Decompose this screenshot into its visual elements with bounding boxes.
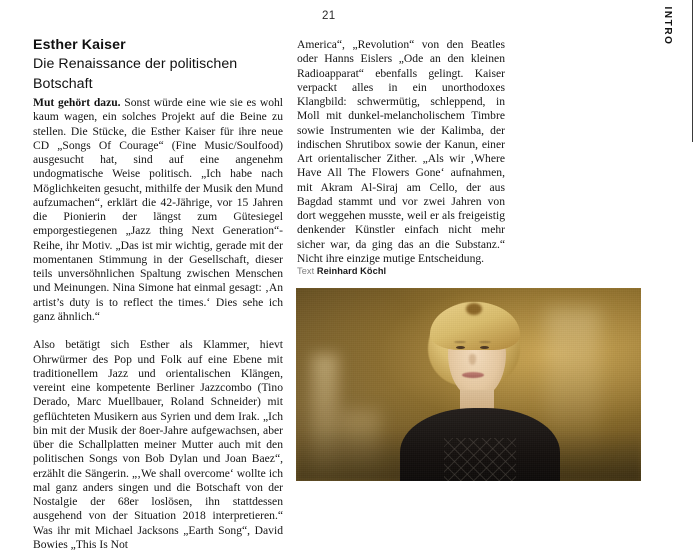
paragraph-lead-in: Mut gehört dazu.	[33, 96, 121, 109]
article-photo	[296, 288, 641, 481]
paragraph	[297, 38, 505, 266]
section-tab-label: INTRO	[662, 6, 673, 46]
byline	[297, 265, 386, 277]
section-tab	[662, 6, 681, 112]
paragraph-text: Also betätigt sich Esther als Klammer, hievt Ohrwürmer des Pop und Folk auf eine Ebene mit traditionellem Jazz und orientalischen Klängen, vereint eine kompetente Berliner Jazzcombo (Tino Derado, Marc Muellbauer, Roland Schneider) mit geflüchteten Musikern aus Syrien und dem Irak. „Ich bin mit der Musik der 8oer-Jahre aufgewachsen, aber über die Schallplatten meiner Mutter auch mit den politischen Songs von Bob Dylan und Joan Baez“, erzählt die Sängerin. „‚We shall overcome‘ wollte ich mal ganz anders singen und die Botschaft von der Nostalgie der 68er loslösen, ihn stattdessen ausgehend von der Situation 2018 interpretieren.“ Was ihr mit Michael Jacksons „Earth Song“, David Bowies „This Is Not	[33, 338, 283, 551]
body-column-right	[297, 38, 505, 266]
paragraph-text: Sonst würde eine wie sie es wohl kaum wagen, ein solches Projekt auf die Beine zu stellen. Die Stücke, die Esther Kaiser für ihre neue CD „Songs Of Courage“ (Fine Music/Soulfood) ausgesucht hat, sind auf eine angenehm undogmatische Weise politisch. „Ich habe nach Möglichkeiten gesucht, mithilfe der Musik den Mund aufzumachen“, erklärt die 42-Jährige, vor 15 Jahren die Pionierin der längst zum Gütesiegel emporgestiegenen „Jazz thing Next Generation“-Reihe, ihr Motiv. „Das ist mir wichtig, gerade mit der momentanen Stimmung in der Gesellschaft, dieser teils unversöhnlichen Spaltung zwischen Menschen und Meinungen. Nina Simone hat einmal gesagt: ‚An artist’s duty is to reflect the times.‘ Dies sehe ich ganz ähnlich.“	[33, 96, 284, 323]
byline-kicker: Text	[297, 266, 315, 276]
page-trim-rule	[692, 0, 693, 142]
page-title	[33, 36, 283, 94]
paragraph	[33, 96, 283, 324]
page-number: 21	[322, 10, 336, 22]
paragraph-text: America“, „Revolution“ von den Beatles oder Hanns Eislers „Ode an den kleinen Radioapparat“ ebenfalls gelingt. Kaiser verpackt alles in ein unorthodoxes Klangbild: schwermütig, schleppend, in Moll mit dunkel-melancholischem Timbre sowie Instrumenten wie der Kalimba, der indischen Shrutibox sowie der Kanun, einer Art orientalischer Zither. „Als wir ‚Where Have All The Flowers Gone‘ aufnahmen, mit Akram Al-Siraj am Cello, der aus Bagdad stammt und vor zwei Jahren von dort weggehen musste, weil er als freigeistig denkender Künstler einfach nicht mehr sicher war, da ging das an die Substanz.“ Nicht ihre einzige mutige Entscheidung.	[297, 38, 505, 265]
photo-grain-overlay	[296, 288, 641, 481]
byline-author-name: Reinhard Köchl	[316, 266, 387, 276]
article-subtitle: Die Renaissance der politischen Botschaft	[33, 56, 238, 92]
body-column-left	[33, 96, 283, 552]
paragraph	[33, 338, 283, 552]
article-title: Esther Kaiser	[33, 37, 126, 53]
